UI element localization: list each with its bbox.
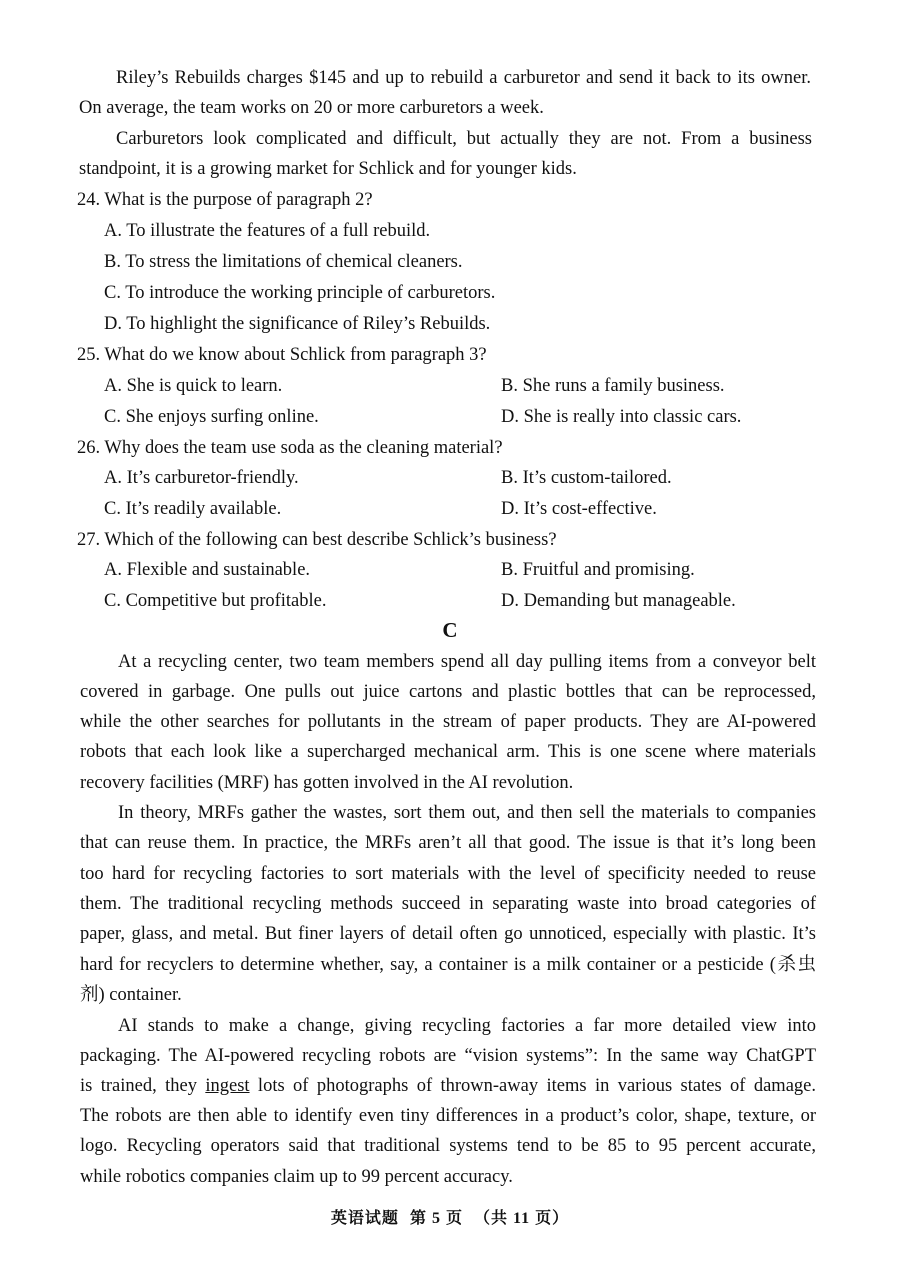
question-27-option-d: D. Demanding but manageable. xyxy=(501,591,736,611)
question-24-option-a: A. To illustrate the features of a full rebuild. xyxy=(104,221,431,241)
section-c-p2-line-5: paper, glass, and metal. But finer layers of detail often go unnoticed, especially with plastic. It’s xyxy=(80,924,816,944)
question-25-option-d: D. She is really into classic cars. xyxy=(501,407,742,427)
section-c-p2-line-1: In theory, MRFs gather the wastes, sort them out, and then sell the materials to companies xyxy=(118,803,816,823)
page-footer xyxy=(0,1205,900,1228)
question-25-option-a: A. She is quick to learn. xyxy=(104,376,283,396)
question-25-option-c: C. She enjoys surfing online. xyxy=(104,407,319,427)
section-c-p3-line-2: packaging. The AI-powered recycling robots are “vision systems”: In the same way ChatGPT xyxy=(80,1046,816,1066)
footer-page-number: 第 5 页 xyxy=(409,1210,463,1227)
section-c-p3-line-3-post: lots of photographs of thrown-away items in various states of damage. xyxy=(249,1076,816,1096)
passage-b-p2-line-2: standpoint, it is a growing market for Schlick and for younger kids. xyxy=(79,159,577,179)
question-26-option-b: B. It’s custom-tailored. xyxy=(501,468,672,488)
section-c-p3-line-3 xyxy=(80,1074,816,1098)
footer-subject: 英语试题 xyxy=(330,1210,399,1227)
question-27-option-a: A. Flexible and sustainable. xyxy=(104,560,311,580)
passage-b-p1-line-1: Riley’s Rebuilds charges $145 and up to rebuild a carburetor and send it back to its owner. xyxy=(116,68,811,88)
question-27-stem: 27. Which of the following can best describe Schlick’s business? xyxy=(77,530,557,550)
question-25-stem: 25. What do we know about Schlick from paragraph 3? xyxy=(77,345,487,365)
section-c-p1-line-2: covered in garbage. One pulls out juice cartons and plastic bottles that can be reprocessed, xyxy=(80,682,816,702)
section-c-p1-line-5: recovery facilities (MRF) has gotten involved in the AI revolution. xyxy=(80,773,574,793)
section-c-p3-line-3-pre: is trained, they xyxy=(80,1076,206,1096)
question-26-option-c: C. It’s readily available. xyxy=(104,499,282,519)
section-c-p2-line-7: 剂) container. xyxy=(80,985,182,1005)
question-26-option-a: A. It’s carburetor-friendly. xyxy=(104,468,299,488)
footer-total-pages: （共 11 页） xyxy=(473,1210,570,1227)
section-c-p1-line-4: robots that each look like a supercharged mechanical arm. This is one scene where materials xyxy=(80,742,816,762)
section-c-p2-line-2: that can reuse them. In practice, the MRFs aren’t all that good. The issue is that it’s long been xyxy=(80,833,816,853)
section-c-p3-line-5: logo. Recycling operators said that traditional systems tend to be 85 to 95 percent accurate, xyxy=(80,1136,816,1156)
section-c-p1-line-3: while the other searches for pollutants in the stream of paper products. They are AI-powered xyxy=(80,712,816,732)
question-26-stem: 26. Why does the team use soda as the cleaning material? xyxy=(77,438,503,458)
question-27-option-c: C. Competitive but profitable. xyxy=(104,591,327,611)
section-c-p3-line-6: while robotics companies claim up to 99 percent accuracy. xyxy=(80,1167,513,1187)
question-24-option-d: D. To highlight the significance of Riley’s Rebuilds. xyxy=(104,314,491,334)
section-c-p3-line-1: AI stands to make a change, giving recycling factories a far more detailed view into xyxy=(118,1016,816,1036)
question-24-option-c: C. To introduce the working principle of carburetors. xyxy=(104,283,496,303)
section-c-p2-line-4: them. The traditional recycling methods succeed in separating waste into broad categories of xyxy=(80,894,816,914)
section-c-p2-line-3: too hard for recycling factories to sort materials with the level of specificity needed to reuse xyxy=(80,864,816,884)
section-c-title: C xyxy=(442,618,458,642)
section-c-p2-line-6: hard for recyclers to determine whether, say, a container is a milk container or a pesticide (杀虫 xyxy=(80,955,816,975)
passage-b-p2-line-1: Carburetors look complicated and difficult, but actually they are not. From a business xyxy=(116,129,812,149)
question-24-stem: 24. What is the purpose of paragraph 2? xyxy=(77,190,373,210)
question-26-option-d: D. It’s cost-effective. xyxy=(501,499,657,519)
section-c-p3-line-4: The robots are then able to identify even tiny differences in a product’s color, shape, texture, or xyxy=(80,1106,816,1126)
question-25-option-b: B. She runs a family business. xyxy=(501,376,725,396)
question-24-option-b: B. To stress the limitations of chemical cleaners. xyxy=(104,252,463,272)
section-c-p1-line-1: At a recycling center, two team members spend all day pulling items from a conveyor belt xyxy=(118,652,816,672)
underlined-word-ingest: ingest xyxy=(205,1076,250,1096)
passage-b-p1-line-2: On average, the team works on 20 or more carburetors a week. xyxy=(79,98,544,118)
question-27-option-b: B. Fruitful and promising. xyxy=(501,560,695,580)
